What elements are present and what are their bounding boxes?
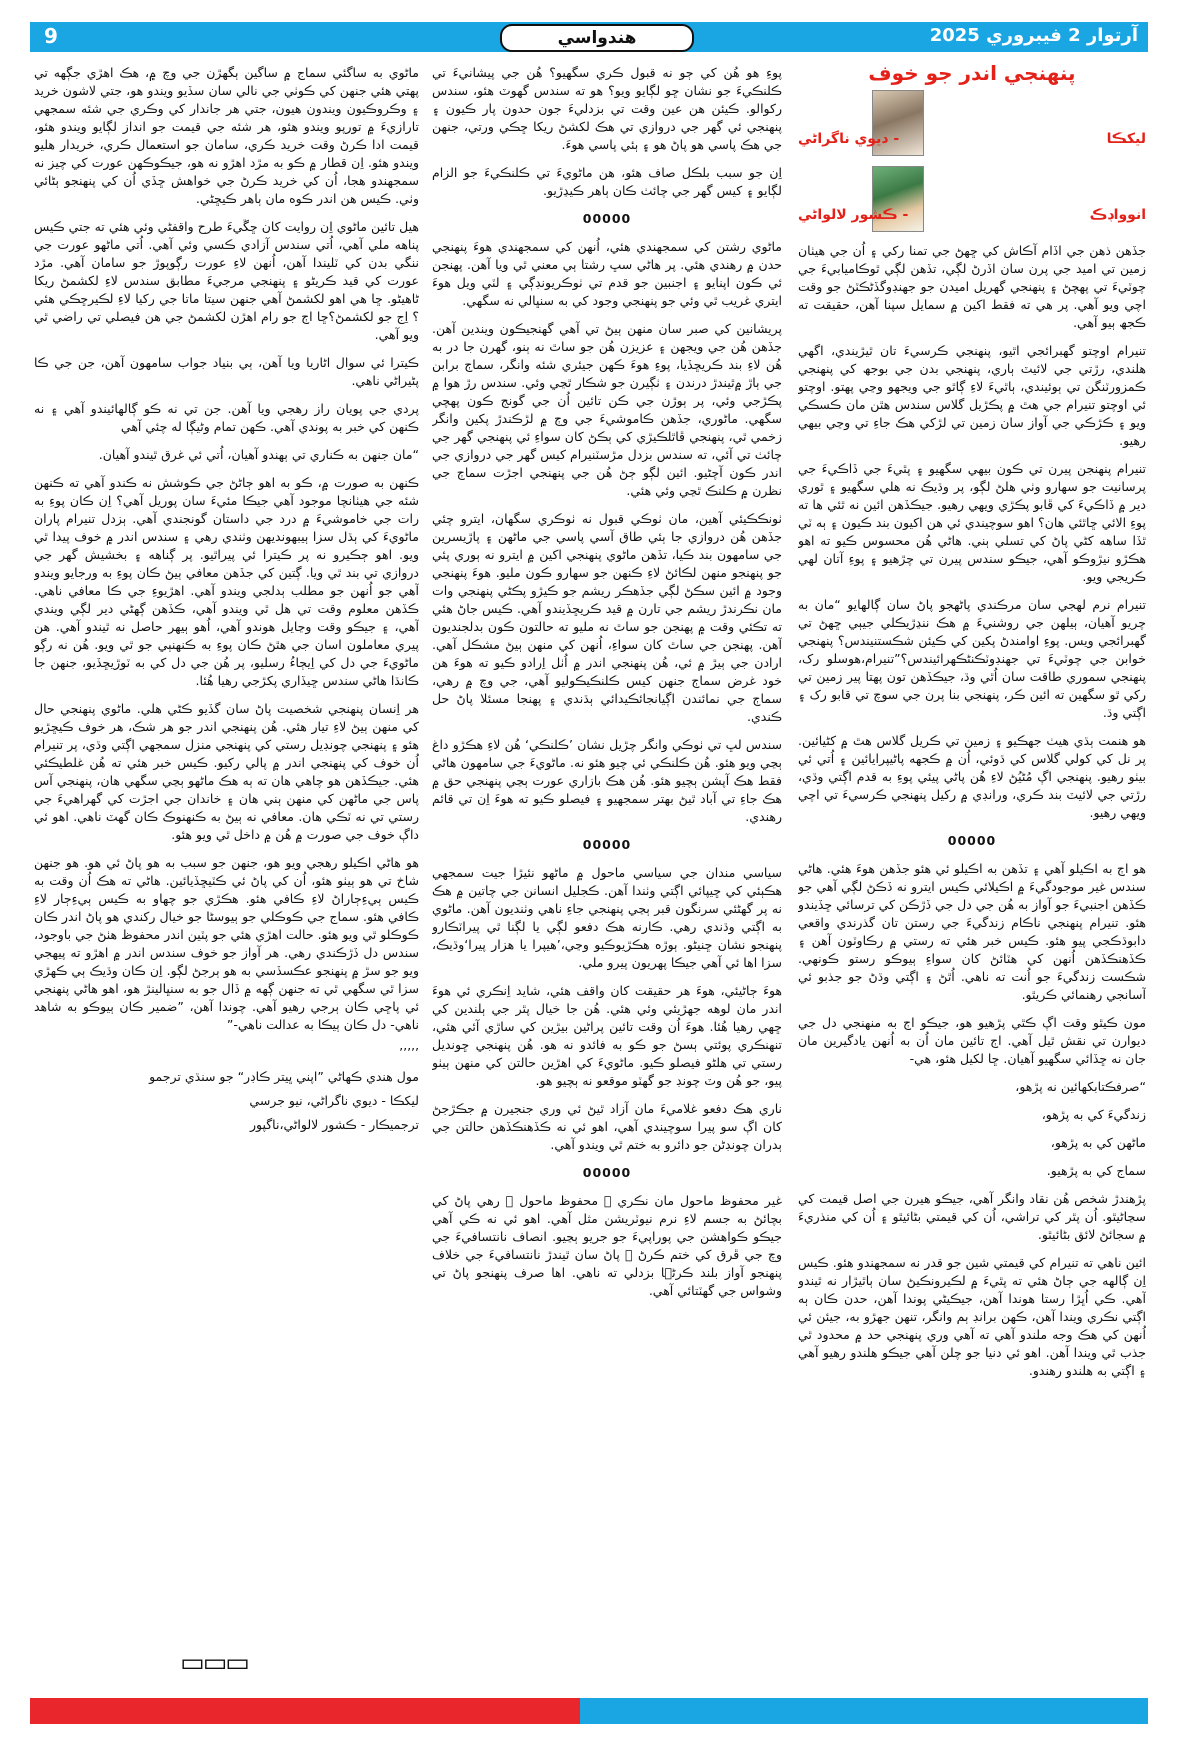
paragraph: هو اڄ به اڪيلو آهي ۽ تڏهن به اڪيلو ئي هئو جڏهن هوءَ هئي. هاڻي سندس غير موجودگيءَ ۾ اڪيلائي ڪيس ايترو نه ڏڪڻ لڳي آهي جو ڪڏهن اجنبيءَ جو آواز به هُن جي دل جي ڏڙڪن کي ترسائي ڇڏيندو هئو. تنيرام پنهنجي ناڪام زندگيءَ جي رستن تان گذرندي واقعي دابوڌڪجي پيو هئو. ڪيس خبر هئي ته رستي ۾ رڪاوٽون آهن ۽ ڪڏهنڪڏهن اُنهن کي هٽائڻ کان سواءِ ٻيوڪو رستو ڪونهي. شڪست زندگيءَ جو اُنت ته ناهي. اُٿڻ ۽ اڳتي وڌڻ جو جذبو ئي آسانجي رهنمائي ڪريٿو. [798,861,1146,1002]
page-header [30,22,1148,52]
paragraph: ائين ناهي ته تنيرام کي قيمتي شين جو قدر نه سمجهندو هئو. ڪيس اِن ڳالهه جي ڄاڻ هئي ته پٿيءَ ۾ لڪيرونڪيڻ سان ٻاٿيڙار نه ٿيندو آهي. ڪي اُڀڙا رستا هوندا آهن، جيڪيڻي پوندا آهن، حدن ڪان ٻه اڳتي نڪري ويندا آهن، ڪهن برانڊ ٻم وانگر، تنهن جهڙو به، جيئن ئي اُنهن کي هڪ وجه ملندو آهي ته آهي وري پنهنجي حد ۾ محدود ٿي جذب ٿي ويندا آهن. اهو ئي دنيا جو چلن آهي جيڪو هلندو رهيو آهي ۽ اڳتي به هلندو رهندو. [798,1255,1146,1378]
section-separator: 00000 [582,1165,632,1180]
paragraph: هيل تائين ماڻوي اِن روايت کان ڇڱيءَ طرح واقفڻي وئي هئي ته جتي ڪيس پناهه ملي آهي، اُتي سندس آزادي ڪسي وئي آهي. اُتي ماڻهو عورت جي ننگي بدن کي ٽليندا آهن، اُنهن لاءِ عورت رڳوپوڙ جو سامان آهي. مڙد عورت کي قيد ڪريڻو ۽ پنهنجي مرجيءَ مطابق سندس لاءِ لکشمڻ ريکا ڻاهيڻو. ڇا هي اهو لکشمڻ آهي جنهن سيتا ماتا جي رکيا لاءِ لڪيرڇڪي هئي ؟ اِج جو لکشمڻ؟ڇا اڄ جو رام اهڙن لکشمڻ جي هن فيصلي تي راضي ٿي ويو آهي. [34,219,419,342]
section-separator: 00000 [947,833,997,848]
paragraph: “مان جنهن به ڪناري تي ٻهندو آهيان، اُتي ئي غرق ٿيندو آهيان. [98,447,419,462]
paragraph: مون ڪيٿو وقت اڳ ڪٿي پڙهيو هو، جيڪو اڄ به منهنجي دل جي ديوارن تي نقش ٿيل آهي. اڄ تائين مان اُن به اُنهن يادگيرين مان جان نه ڇڏائي سگهيو آهيان. ڇا لکيل هئو، هي- [798,1015,1146,1066]
issue-date: آرتوار 2 فيبروري 2025 [929,25,1138,46]
newspaper-page [30,22,1148,1722]
credits-original: مول هندي ڪهاڻي ”اپني ڀيتر ڪاڊر“ جو سنڌي ترجمو [149,1069,419,1084]
paragraph: ٺونڪڪيئي آهين، مان ٺوڪي قبول نه ٺوڪري سگهان، ايترو چئي جڏهن هُن دروازي جا ٻئي طاق آسي پاسي جي ماڻهن ۽ پاڙيسرين جي سامهون بند ڪيا، تڏهن ماڻوي پنهنجي اکين ۾ ايترو نه ٻوري پئي جو پنهنجو منهن لڪائڻ لاءِ ڪنهن جو سهارو ڪون مليو. هوءَ پنهنجي وجود ۾ ائين سڪڻ لڳي جڏهڪر ريشم جو ڪيڙو پڪڻي پنهنجي وات مان نڪرندڙ ريشم جي تارن ۾ قيد ڪريڇڏيندو آهي. ڪيس جاڻ هئي ته تڪئي وقت ۾ پهنجن جو ساٿ نه مليو ته حالتون ڪون بدلجنديون آهن. پهنجن جي ساٿ کان سواءِ، اُنهن کي منهن ٻيڻ مشڪل آهي. ارادن جي ٻيڙ ۾ ئي، هُن پنهنجي اندر ۾ اُٺل اِرادو ڪيو ته هوءَ هن خود غرض سماڄ جنهن کيس ڪلنڪيڪوليو آهي، جي وچ ۾ رهي، سماڄ جي نمائندن اڳيانجائڪيدائي ٻڌندي ۽ پهنجا مسئلا پاڻ حل ڪندي. [432,511,782,724]
paragraph: ماڻوي به ساگئي سماج ۾ ساگين ٻگهڙن جي وچ ۾، هڪ اهڙي جڳهه تي پهتي هئي جنهن کي ڪوٺي جي نالي سان سڏيو ويندو هو، جتي لاشون خريد ۽ وڪروڪيون ويندون هيون، جتي هر جاندار کي وڪري جي شئه سمجهي تارازيءَ ۾ تورپو ويندو هئو، هر شئه جي قيمت جو انداز لڳايو ويندو هئو، قيمت ادا ڪرڻ وقت خريد ڪري، سامان جو استعمال ڪري، خريدار هليو ويندو هئو. اِن قطار ۾ ڪو به مڙد اهڙو نه هو، جيڪوڪهن عورت کي چيز نه سمجهندو هجا، اُن کي خريد ڪرڻ جي خواهش ڇڏي اُن کي پنهنجو ٻڻائي وٺي. ڪيس هن اندر ڪوه مان ٻاهر ڪيڇڻي. [34,65,419,206]
column-left [34,64,419,1704]
story-credits [34,1044,419,1134]
writer-label: ليکڪا [1106,131,1146,147]
paragraph: ناري هڪ دفعو غلاميءَ مان آزاد ٿيڻ ئي وري جنجيرن ۾ جڪڙجڻ کان اڳ سو پيرا سوچيندي آهي، اهو ئي نه ڪڏهنڪڏهن حالتن جي ٻدران چونڊڻن جو دائرو به ختم ٿي ويندو آهي. [432,1101,782,1152]
paragraph: سندس لڀ تي ٺوڪي وانگر چڙيل نشان ’ڪلنڪي‘ هُن لاءِ هڪڙو داغ ٻڃي ويو هئو. هُن ڪلنڪي ئي چيو هئو نه. ماڻويءَ جي سامهون هاڻي فقط هڪ آپشن ٻچيو هئو. هُن هڪ بازاري عورت ٻڃي پنهنجي حق ۾ هڪ جاءِ تي آباد ٿيڻ بهتر سمجهيو ۽ فيصلو ڪيو ته هوءَ اِن تي قائم رهندي. [432,737,782,824]
page-number: 9 [44,24,58,48]
paragraph: اِن جو سبب بلڪل صاف هئو، هن ماڻويءَ تي ڪلنڪيءَ جو الزام لڳايو ۽ کيس گهر جي چائٺ ڪان ٻاهر ڪيڍڙيو. [432,165,782,198]
poem-line: سماج کي به پڙهيو. [1046,1163,1146,1178]
poem-line: ماڻهن کي به پڙهو، [1050,1135,1146,1150]
paragraph: غير محفوظ ماحول مان نڪري ۽ محفوظ ماحول ۾ رهي پاڻ کي بچائڻ به جسم لاءِ نرم نيوٽريشن مثل آهي. اهو ئي نه ڪي آهي جيڪو ڪواهشن جي پوراپيءَ جو جريو ٻڃيو. انصاف نانتسافيءَ جي وچ جي ڦرق کي ختم ڪرڻ ۽ پاڻ سان ٿيندڙ نانتسافيءَ جي خلاف پنهنجو آواز بلند ڪرڻ٘ا بزدلي ته ناهي. اها صرف پنهنجو پاڻ تي وشواس جي گهٽتائي آهي. [432,1193,782,1298]
article-title: پنهنجي اندر جو خوف [868,64,1076,85]
footer-bar-blue [580,1698,1148,1724]
paragraph: ڪيترا ئي سوال اڻاريا ويا آهن، ٻي بنياد جواب سامهون آهن، جن جي ڪا پڻيراڻي ناهي. [34,355,419,388]
paragraph: پوءِ هو هُن کي ڄو نه قبول ڪري سگهيو؟ هُن جي پيشانيءَ تي ڪلنڪيءَ جو نشان ڇو لڳايو ويو؟ هو ته سندس گهوٽ هئو، سندس رکوالو. ڪيئن هن عين وقت تي بزدليءَ جون حدون پار ڪيون ۽ پنهنجي ئي گهر جي دروازي تي هڪ لکشڻ ريکا ڇڪي ورتي، جنهن جي هڪ پاسي هو پاڻ هو ۽ ٻئي پاسي هوءَ. [432,65,782,152]
column-right [798,64,1146,1704]
paragraph: تنيرام پنهنجن پيرن تي ڪون بيهي سگهيو ۽ پٿيءَ جي ڏاڪيءَ جي پرسانيت جو سهارو وٺي هلڻ لڳو، پر وڌيڪ نه هلي سگهيو ۽ ٿوري دير ۾ ڏاڪيءَ کي ڦابو پڪڙي ويهي رهيو. جيڪڏهن ائين نه ٿئي ها ته پوءِ الائي ڇاٿئي هان؟ اهو سوچيندي ئي هن اکيون بند ڪيون ۽ ٻه ٽي ٿڏا ساهه کڻي پاڻ کي تسلي ٻني. هاڻي هُن محسوس ڪيو ته اهو هڪڙو نيڙوڪو آهي، جيڪو سندس پيرن تي چڙهيو ۽ پوءِ آتان لهي ڪريجي ويو. [798,461,1146,584]
paragraph: پڙهندڙ شخص هُن نقاد وانگر آهي، جيڪو هيرن جي اصل قيمت کي سڃاڻيٿو. اُن پٿر کي تراشي، اُن کي قيمتي بڻائيٿو ۽ اُن کي منذريءَ ۾ سجائڻ لائق بڻائيٿو. [798,1191,1146,1242]
footer-bar-red [30,1698,580,1724]
translator-label: انوواڊڪ [1089,207,1146,223]
masthead-logo: هندواسي [500,24,694,52]
paragraph: پريشانين کي صبر سان منهن ٻيڻ تي آهي گهنجيڪون ويندين آهن. جڏهن هُن جي ويجهن ۽ عزيزن هُن جو ساٿ نه ٻنو، گهرن جا در به هُن لاءِ بند ڪريڇڏيا، پوءِ هوءَ ڪهن جيئري شئه وانگر، سماڄ برابن جي ٻاڙ ۾ٿيندڙ درندن ۽ ٺڳيرن جو شڪار ٿڃي وئي. سندس رڙ هوا ۾ پڪڙجي وئي، پر ٻوڙن جي ڪن تائين اُن جي گونج ڪون پهچي سگهي. ماڻوري، جڏهن ڪاموشيءَ جي وڄ ۾ لڙڪندڙ پکين وانگر زخمي ٿي، پنهنجي ڦاٿلڪيڙي کي ٻڪڻ کان سواءِ ئي پنهنجي گهر جي چائٺ تي آئي، ته سندس بزدل مڙسٽنيرام کيس گهر جي دروازي جي اندر ڪون آچڻيو. ائين لڳو ڄڻ هُن جي پنهنجي اجڙت سماڄ جي نظرن ۾ ڪلنڪ ٿڃي وئي هئي. [432,321,782,498]
poem-line: “صرفڪتابکهائين نه پڙهو، [1015,1079,1146,1094]
poem-line: زندگيءَ کي به پڙهو، [1041,1107,1146,1122]
paragraph: سياسي مندان جي سياسي ماحول ۾ ماڻهو نئيڙا جيت سمجهي هڪٻئي کي ڇيپائي اڳتي وٺندا آهن. ڪجليل انسانن جي چاتين ۾ هڪ نه پر گهڻئي سرنگون قبر ٻڃي پنهنجي جاءِ ناهي وٺنديون آهن. ماڻوي به اڳتي وڌندي رهي. ڪارنه هڪ دفعو لڳي يا لڳنا ٿي پيراٽڪارو پنهنجو نشان ڇنيڻو. ٻوڙه هڪڙيوڪيو وڃي،’هيپرا يا هزار پيرا‘وڌيڪ، سزا اها ئي آهي جيڪا پهريون پيرو ملي. [432,865,782,970]
paragraph: هر اِنسان پنهنجي شخصيت پاڻ سان گڏيو ڪڻي هلي. ماڻوي پنهنجي حال کي منهن ٻيڻ لاءِ تيار هئي. هُن پنهنجي اندر جو هر شڪ، هر خوف ڪيڇڙيو هئو ۽ پنهنجي چونڊيل رستي کي پنهنجي منزل سمجهي اڳتي وڌي، پر تنيرام اُن خوف کي پنهنجي اندر ۾ پالي رکيو. ڪيس خبر هئي ته هُن غلطيڪئي هئي. جيڪڏهن هو چاهي هان ته ٻه هڪ ماڻهو ٻڃي سگهي هان، پنهنجي آس پاس جي ماڻهن کي منهن ٻني هان ۽ خاندان جي اجڙت کي گهراهيءَ جي رستي تي نه ٽڪي هان. معافي نه ٻيڻ به ڪنهنوڪ ڪان گهٽ ناهي. اهو ئي داڳ خوف جي صورت ۾ هُن ۾ داخل ٿي ويو هئو. [34,701,419,842]
credits-translator: ترجميڪار - ڪشور لالواڻي،ناگپور [249,1117,419,1132]
section-separator: 00000 [582,211,632,226]
paragraph: تنيرام نرم لهجي سان مرڪندي پاڻهجو پاڻ سان ڳالهايو “مان به چريو آهيان، ٻيلهن جي روشنيءَ ۾ هڪ ننڍڙيڪلي جيٻي ڇهڻ تي گهبرائجي ويس. پوءِ اوامندڻ پکين کي ڪيئن شڪستنيندس؟ پنهنجي خوابن جي چوٽيءَ تي جهنڊوٽڪنڻڪهرائيندس؟”تنيرام،هوسلو رک، پنهنجي سموري طاقت سان اُٿي وڌ، جيڪڏهن تون پهتا پير زمين تي رکي ٿو سگهين ته ائين ڪر، پنهنجي بنا پرن جي سوچ تي قابو رک ۽ اڳتي وڌ. [798,597,1146,720]
translator-name: - ڪشور لالواڻي [798,207,909,223]
writer-name: - ديوي ناگراڻي [798,131,900,147]
paragraph: جڏهن ذهن جي اڏام آڪاش کي ڇهڻ جي تمنا رکي ۽ اُن جي هيٺان زمين تي اميد جي پرن سان اڏرڻ لڳي، تڏهن لڳي ٿوڪاميابيءَ جي چوٽيءَ تي پهچڻ ۽ پنهنجي گهريل اميدن جو جهنڊوگڏڻڪٽڻ جو وقت اچي ويو آهي. پر هي ته فقط اکين ۾ سمايل سپنا آهن، حقيقت ته ڪجھ ٻيو آهي. [798,243,1146,330]
paragraph: هو هاڻي اڪيلو رهجي ويو هو، جنهن جو سبب به هو پاڻ ئي هو. هو جنهن شاخ تي هو ٻيٺو هئو، اُن کي پاڻ ئي ڪٽيڇڏيائين. هاڻي ته هڪ اُن وقت به ڪيس ٻيءِڄاراڻ لاءِ ڪافي هئو. هڪڙي جو چهاو به ڪيس ٻيءِڄار لاءِ ڪافي هئو. سماج جي ڪوڪلي جو ٻيوسڻا جو خيال رکندي هو پاڻ اندر ڪان ڪوڪلو ٿي ويو هئو. حالت اهڙي هئي جو پٽين اندر محفوظ هٺڻ جي باوجود، سندس دل ڏڙڪندي رهي. هر آواز جو خوف سندس اندر ۾ اهڙو ته پيهجي ويو جو سڙ ۾ پنهنجو عڪسڏسي به هو ٻرجڻ لڳو. اِن ڪان وڌيڪ ٻي ڪهڙي سزا ٿي سگهي ٿي ته جنهن ڳهه ۾ ڏال جو به سنڀالينڙ هو، اهو هاڻي پنهنجي ئي پاڇي ڪان ٻرجي رهيو آهي. چوندا آهن، ”ضمير ڪان ٻيوڪو به شاهد ناهي- دل ڪان ٻيڪا به عدالت ناهي-” [34,855,419,1032]
paragraph: پردي جي پويان راز رهجي ويا آهن. جن تي نه ڪو ڳالهائيندو آهي ۽ نه ڪنهن کي خبر به پوندي آهي. ڪهن تمام وڻيڳا له چئي آهي [34,401,419,434]
paragraph: تنيرام اوچتو گهبرائجي اٿيو، پنهنجي ڪرسيءَ تان ٿيڙيندي، اگهي هلندي، رڙتي جي لائيٽ ٻاري، پنهنجي بدن جي بوجھ کي پنهنجي ڪمزورٽنگن تي ٻوئيندي، ٻاٿيءَ لاءِ ڳاٿو جي ويجهو وڃي پهتو. اوچتو ئي اوچتو تنيرام جي هٿ ۾ پڪڙيل گلاس سندس هٿن مان ڪسڪي ويو ۽ ڪڙڪي جي آواز سان زمين تي لڙکي هڪ جاءِ تي وڃي بيهي رهيو. [798,343,1146,448]
paragraph: ڪنهن به صورت ۾، ڪو به اهو ڄاڻڻ جي ڪوشش نه ڪندو آهي ته ڪنهن شئه جي هيٺانچا موجود آهي جيڪا مئيءَ سان پوريل آهي؟ اِن ڪان پوءِ به رات جي خاموشيءَ ۾ درد جي داستان گونجندي آهي. ٻزدل تنيرام پاران ماڻويءَ کي ٻڌل سزا ٻيبهونديهن وٺندي رهي ۽ سندس اندر ۾ خوف پيدا ٿي ويو. اهو ڄڪيرو نه پر ڪيترا ئي پيراٿيو. پر ڳناهه ۽ بخشيش گهر جي دروازي تي بند ٿي ويا. ڳتين کي جڏهن معافي ٻيڻ ڪان پوءِ به ورجايو ويندو آهي جو اُنهن جو مطلب ٻدلجي ويندو آهي. اهڙيوءِ جي ڪا معافي ناهي. ڪڏهن معلوم وقت تي هل ٿي ويندو آهي، ڪڏهن ڳهڻي دير لڳي ويندي آهي، ۽ جيڪو وقت وڃايل هوندو آهي، اُهو ٻيهر حاصل نه ٿيندو آهي. هن پيري معاملون اسان جي هٿڻ ڪان پوءِ به ڪنهنٻي جو ٿي ويو. هُن نه رڳو ماڻويءَ جي دل کي اِيڄاءُ رسليو، پر هُن جي دل کي به ٽوڙيڇڏيو، جنهن جا ڪانڌا هاڻي سندس ڇيڏاري پکڙجي رهيا هُئا. [34,475,419,688]
translator-byline [798,166,1146,238]
paragraph: هو هنمت ٻڌي هيٺ جهڪيو ۽ زمين تي ڪريل گلاس هٿ ۾ کڻيائين. پر نل کي کولي گلاس کي ڌوئي، اُن ۾ ڪجهه پاڻيپرايائين ۽ اُتي ئي بيٺو رهيو. پنهنجي اڳ مُڻيُڻ لاءِ هُن پاڻي پيئي پوءِ به قدم اڳتي وڌي، رڙتي جي لائيٽ بند ڪري، ورانڊي ۾ رکيل پنهنجي ڪرسيءَ تي اچي ويهي رهيو. [798,733,1146,820]
writer-byline [798,90,1146,162]
decorative-blocks-icon: ▭▭▭ [180,1648,248,1678]
column-middle [432,64,782,1704]
paragraph: ماڻوي رشتن کي سمجهندي هئي، اُنهن کي سمجهندي هوءَ پنهنجي حدن ۾ رهندي هئي. پر هاڻي سڀ رشتا ٻي معني ٿي ويا آهن. پهنجن ئي ڪون اپنايو ۽ اجنبين جو قدم تي ٺوڪريونڊڳي ۽ لٽي ويل هوءَ ايتري غريب ٿي وئي جو پنهنجي وجود کي به سنڀالي نه سگهي. [432,239,782,308]
credits-dashes: ’’’’’ [399,1045,419,1060]
section-separator: 00000 [582,837,632,852]
paragraph: هوءَ ڄاڻيئي، هوءَ هر حقيقت کان واقف هئي، شايد اِنڪري ئي هوءَ اندر مان لوهه جهڙيئي وئي هئي. هُن جا خيال پٿر جي ٻلندين کي ڇهي رهيا هُئا. هوءَ اُن وقت تائين پراڻين بيڙين کي ساڙي آئي هئي، تنهنڪري پوئتي ٻسڻ جو ڪو به فائدو نه هو. هُن پنهنجي ڇونديل رستي تي هلڻو فيصلو ڪيو. ماڻويءَ کي اهڙين حالتن کي منهن ٻيٺو پيو، جو هُن وٽ چونڊ جو گهٽو موقعو نه ٻچيو هو. [432,983,782,1088]
credits-writer: ليکڪا - ديوي ناگراڻي، نيو جرسي [249,1093,419,1108]
